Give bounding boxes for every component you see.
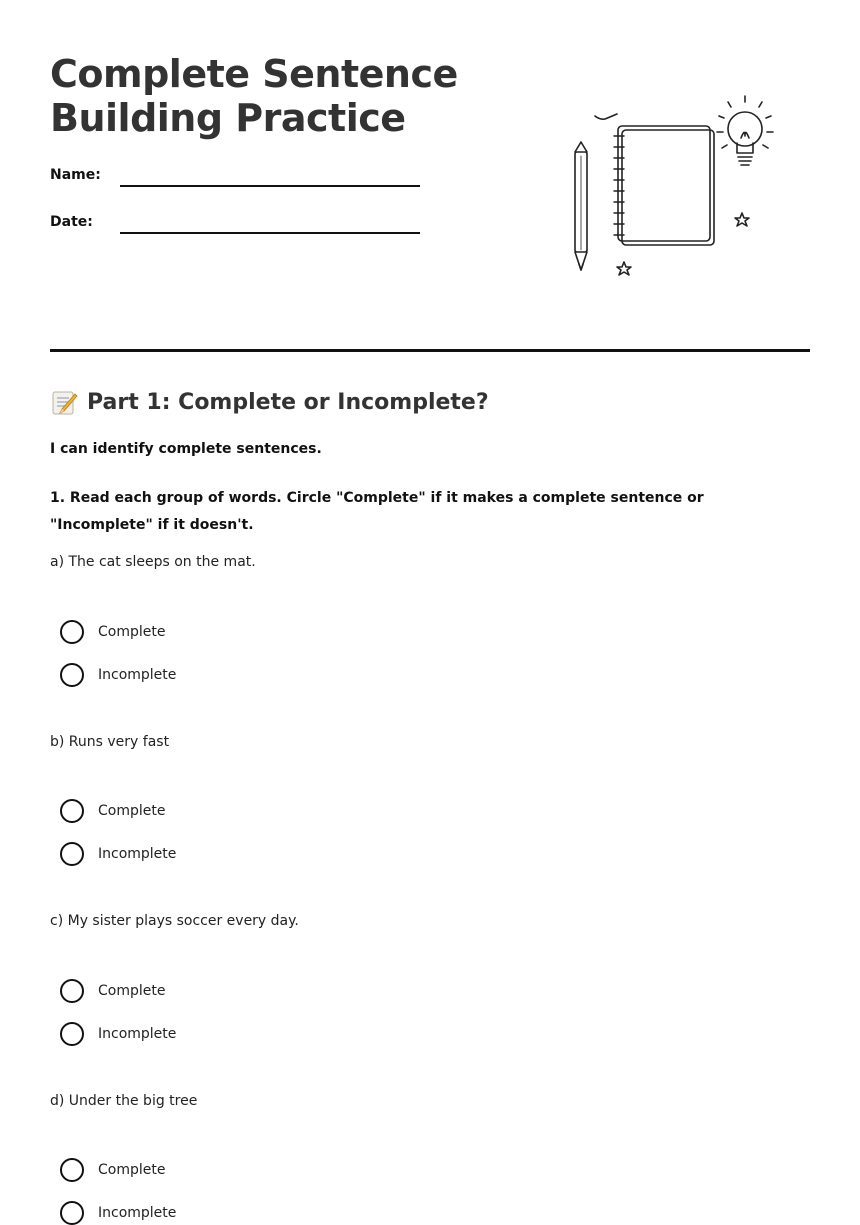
option-label: Incomplete	[98, 667, 177, 683]
radio-circle[interactable]	[60, 842, 84, 866]
option-label: Complete	[98, 803, 166, 819]
name-label: Name:	[50, 167, 101, 183]
option-label: Incomplete	[98, 1026, 177, 1042]
name-field[interactable]	[50, 167, 420, 191]
memo-icon	[50, 388, 78, 416]
date-underline[interactable]	[120, 232, 420, 234]
worksheet-title	[50, 52, 490, 140]
radio-circle[interactable]	[60, 1201, 84, 1225]
option-label: Complete	[98, 983, 166, 999]
learning-goal: I can identify complete sentences.	[50, 441, 322, 457]
spiral-notebook-icon	[614, 126, 714, 245]
light-bulb-icon	[717, 96, 773, 165]
date-label: Date:	[50, 214, 93, 230]
notebook-illustration	[565, 92, 790, 287]
part-1-heading	[50, 388, 489, 416]
star-icon	[735, 213, 749, 226]
question-item-d: d) Under the big tree	[50, 1093, 198, 1109]
section-divider	[50, 349, 810, 352]
option-complete-b[interactable]	[60, 799, 165, 823]
option-label: Complete	[98, 624, 166, 640]
question-item-c: c) My sister plays soccer every day.	[50, 913, 299, 929]
radio-circle[interactable]	[60, 663, 84, 687]
radio-circle[interactable]	[60, 1022, 84, 1046]
question-item-b: b) Runs very fast	[50, 734, 170, 750]
title-line-2: Building Practice	[50, 96, 406, 140]
option-complete-c[interactable]	[60, 979, 165, 1003]
option-label: Incomplete	[98, 846, 177, 862]
question-1-instruction: 1. Read each group of words. Circle "Complete" if it makes a complete sentence or "Incomplete" if it doesn't.	[50, 490, 704, 533]
option-incomplete-c[interactable]	[60, 1022, 176, 1046]
star-icon	[617, 262, 631, 275]
option-complete-d[interactable]	[60, 1158, 165, 1182]
option-incomplete-b[interactable]	[60, 842, 176, 866]
pencil-icon	[575, 142, 587, 270]
option-label: Incomplete	[98, 1205, 177, 1221]
option-incomplete-a[interactable]	[60, 663, 176, 687]
name-underline[interactable]	[120, 185, 420, 187]
question-item-a: a) The cat sleeps on the mat.	[50, 554, 256, 570]
option-label: Complete	[98, 1162, 166, 1178]
radio-circle[interactable]	[60, 1158, 84, 1182]
option-complete-a[interactable]	[60, 620, 165, 644]
title-line-1: Complete Sentence	[50, 52, 458, 96]
bird-icon	[595, 114, 617, 119]
radio-circle[interactable]	[60, 979, 84, 1003]
part-1-heading-text: Part 1: Complete or Incomplete?	[87, 389, 489, 415]
radio-circle[interactable]	[60, 799, 84, 823]
date-field[interactable]	[50, 214, 420, 238]
radio-circle[interactable]	[60, 620, 84, 644]
option-incomplete-d[interactable]	[60, 1201, 176, 1225]
